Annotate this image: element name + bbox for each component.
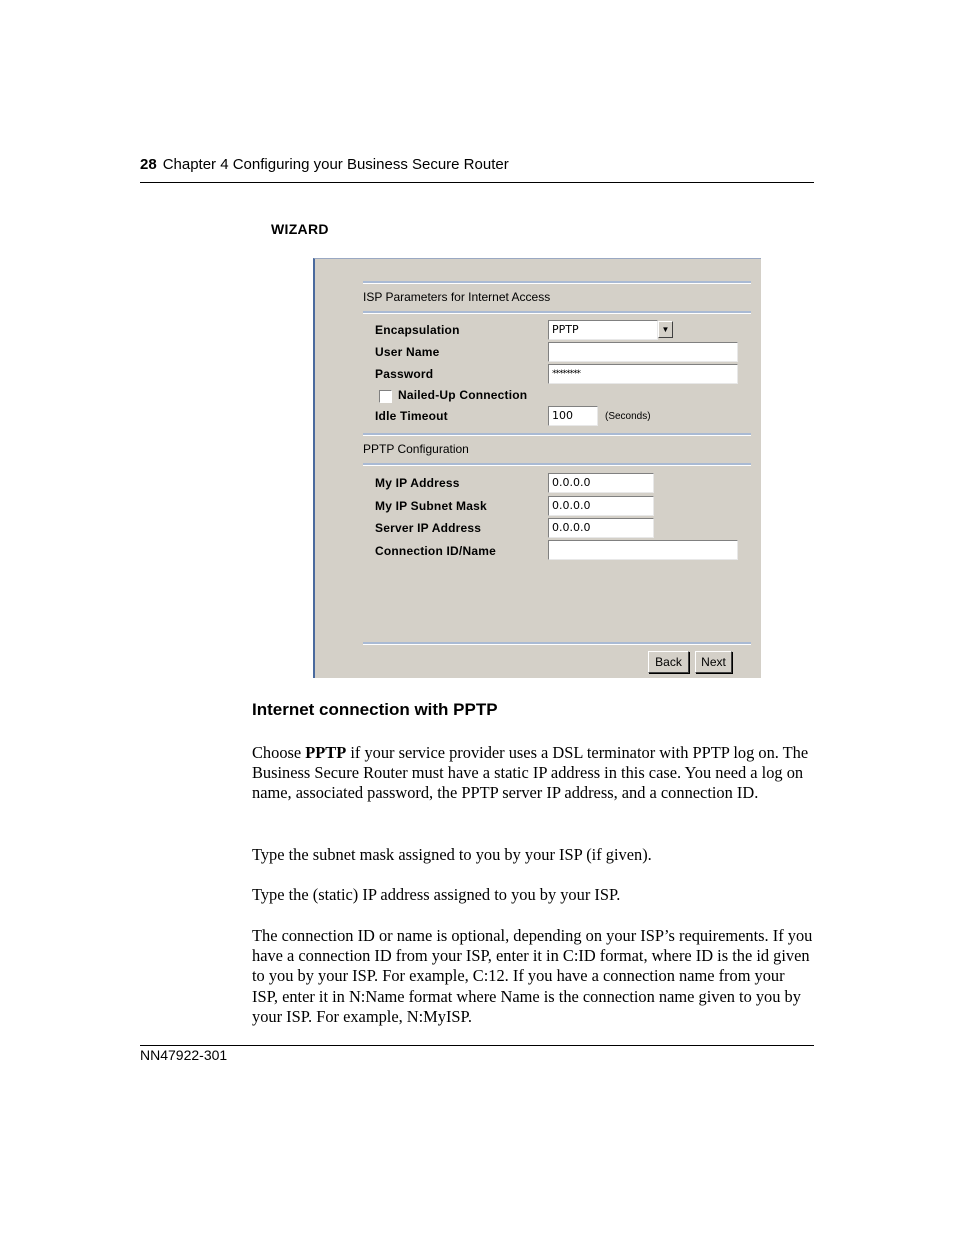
- running-header: [140, 156, 509, 173]
- nailed-up-checkbox[interactable]: [379, 390, 392, 403]
- next-button[interactable]: Next: [695, 651, 732, 673]
- separator: [363, 642, 751, 645]
- wizard-panel: [313, 258, 761, 678]
- pptp-section-title: PPTP Configuration: [363, 442, 469, 456]
- password-input[interactable]: ********: [548, 364, 738, 384]
- paragraph-pptp-intro: [252, 743, 814, 804]
- p1-prefix: Choose: [252, 743, 306, 762]
- header-rule: [140, 182, 814, 183]
- nailed-up-label: Nailed-Up Connection: [398, 388, 528, 402]
- p1-rest: if your service provider uses a DSL terminator with PPTP log on. The Business Secure Router must have a static IP address in this case. You need a log on name, associated password, the PPTP server IP address, and a connection ID.: [252, 743, 809, 803]
- my-ip-label: My IP Address: [375, 476, 460, 490]
- encapsulation-value: PPTP: [548, 320, 658, 340]
- server-ip-label: Server IP Address: [375, 521, 482, 535]
- user-name-input[interactable]: [548, 342, 738, 362]
- password-label: Password: [375, 367, 434, 381]
- idle-timeout-input[interactable]: 100: [548, 406, 598, 426]
- separator: [363, 281, 751, 284]
- subnet-mask-input[interactable]: 0.0.0.0: [548, 496, 654, 516]
- encapsulation-select[interactable]: [548, 320, 674, 340]
- connection-id-input[interactable]: [548, 540, 738, 560]
- paragraph-static-ip: Type the (static) IP address assigned to you by your ISP.: [252, 885, 621, 904]
- my-ip-input[interactable]: 0.0.0.0: [548, 473, 654, 493]
- idle-timeout-unit: (Seconds): [605, 411, 651, 422]
- subnet-mask-label: My IP Subnet Mask: [375, 499, 487, 513]
- paragraph-connection-id: The connection ID or name is optional, depending on your ISP’s requirements. If you have a connection ID from your ISP, enter it in C:ID format, where ID is the id given to you by your ISP. For example, C:12. If you have a connection name from your ISP, enter it in N:Name format where Name is the connection name given to you by your ISP. For example, N:MyISP.: [252, 926, 813, 1026]
- doc-number: NN47922-301: [140, 1047, 228, 1063]
- separator: [363, 463, 751, 466]
- back-button[interactable]: Back: [648, 651, 689, 673]
- isp-section-title: ISP Parameters for Internet Access: [363, 290, 551, 304]
- chevron-down-icon[interactable]: ▼: [658, 321, 673, 338]
- footer-rule: [140, 1045, 814, 1046]
- connection-id-label: Connection ID/Name: [375, 544, 496, 558]
- idle-timeout-label: Idle Timeout: [375, 409, 448, 423]
- server-ip-input[interactable]: 0.0.0.0: [548, 518, 654, 538]
- chapter-title: Chapter 4 Configuring your Business Secure Router: [162, 156, 509, 173]
- wizard-title: WIZARD: [271, 221, 329, 237]
- section-heading: Internet connection with PPTP: [252, 700, 498, 719]
- encapsulation-label: Encapsulation: [375, 323, 460, 337]
- user-name-label: User Name: [375, 345, 440, 359]
- p1-bold-term: PPTP: [305, 743, 347, 762]
- separator: [363, 433, 751, 436]
- page-number: 28: [140, 156, 157, 173]
- paragraph-subnet: Type the subnet mask assigned to you by your ISP (if given).: [252, 845, 652, 864]
- separator: [363, 311, 751, 314]
